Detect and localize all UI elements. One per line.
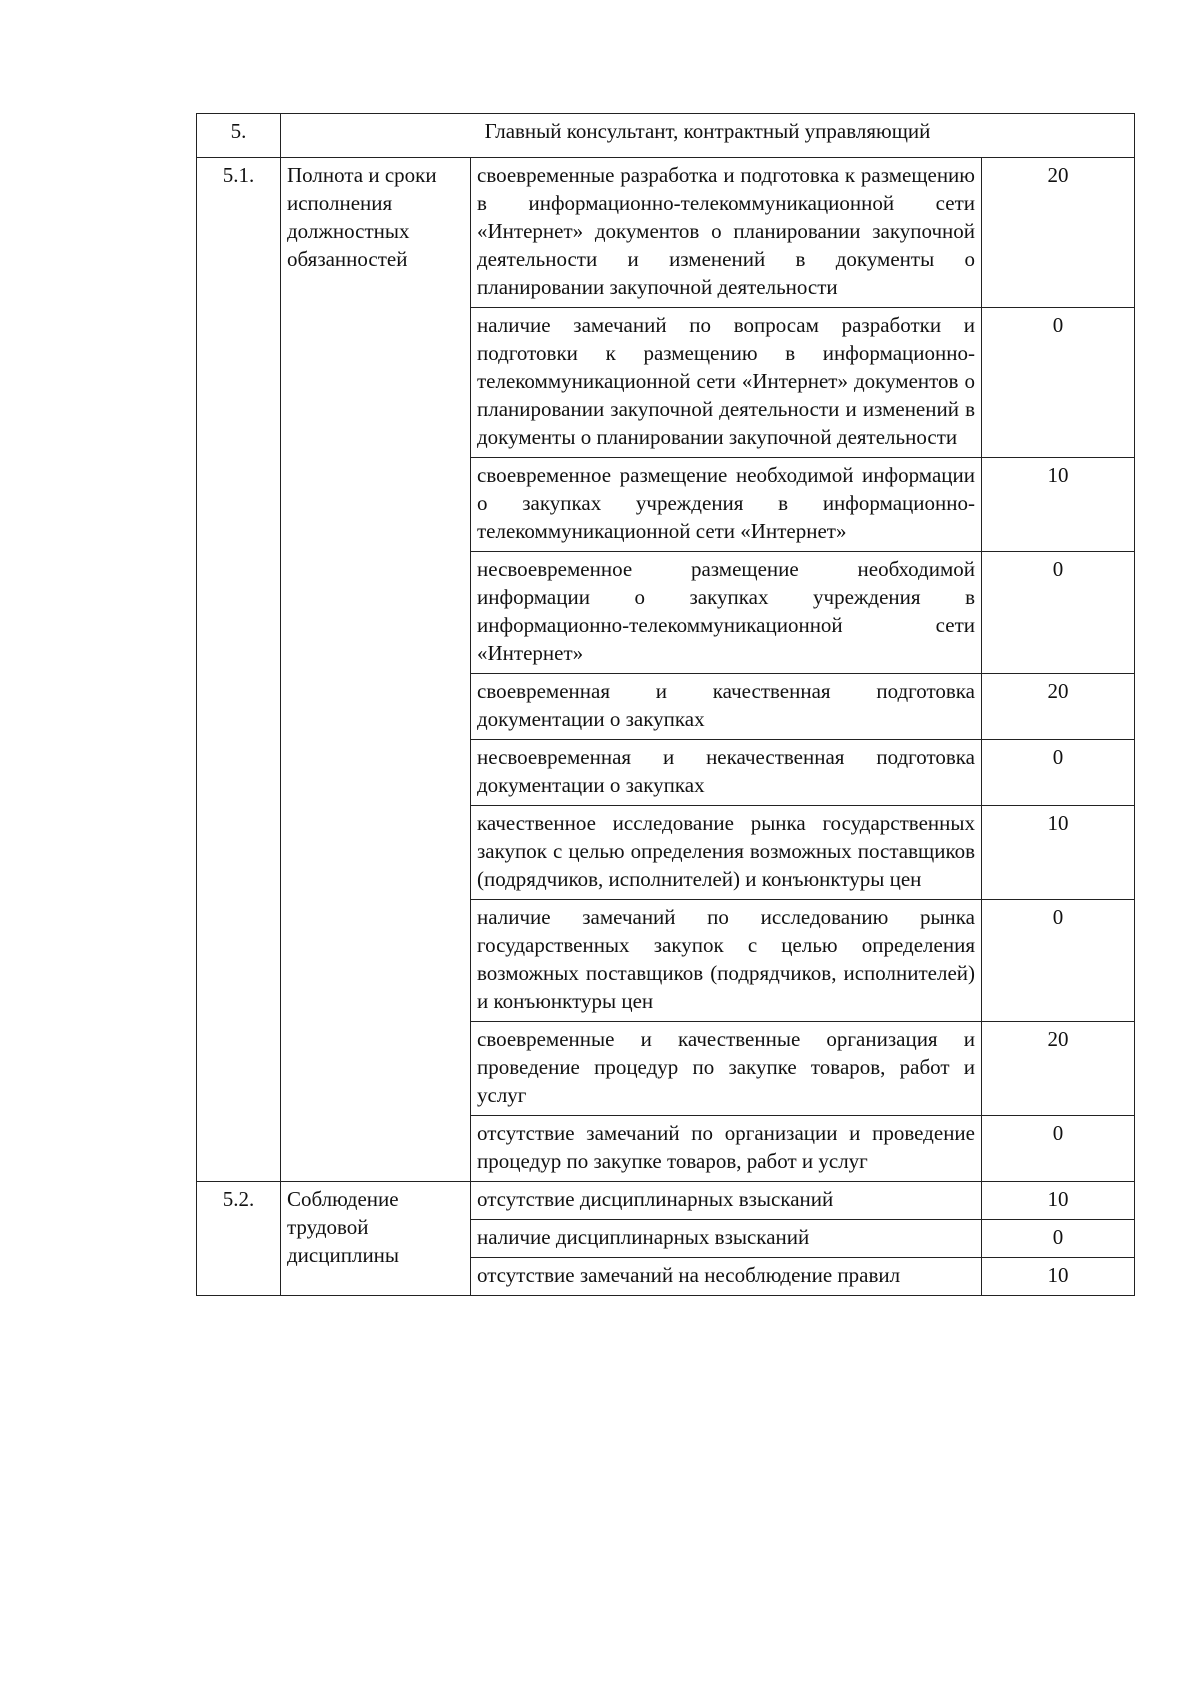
criterion-cell: своевременные разработка и подготовка к размещению в информационно-телекоммуникационной сети «Интернет» документов о планировании закупочной деятельности и изменений в документы о планировании закупочной деятельности — [471, 158, 982, 308]
criterion-cell: качественное исследование рынка государственных закупок с целью определения возможных поставщиков (подрядчиков, исполнителей) и конъюнктуры цен — [471, 806, 982, 900]
criterion-cell: несвоевременная и некачественная подготовка документации о закупках — [471, 740, 982, 806]
criteria-table — [196, 113, 1135, 1296]
score-cell: 0 — [982, 1116, 1135, 1182]
score-cell: 10 — [982, 1258, 1135, 1296]
score-cell: 0 — [982, 552, 1135, 674]
criterion-cell: наличие дисциплинарных взысканий — [471, 1220, 982, 1258]
score-cell: 20 — [982, 1022, 1135, 1116]
criterion-cell: отсутствие замечаний на несоблюдение правил — [471, 1258, 982, 1296]
group-name: Соблюдение трудовой дисциплины — [281, 1182, 471, 1296]
criterion-cell: своевременное размещение необходимой информации о закупках учреждения в информационно-телекоммуникационной сети «Интернет» — [471, 458, 982, 552]
score-cell: 10 — [982, 806, 1135, 900]
score-cell: 0 — [982, 740, 1135, 806]
score-cell: 10 — [982, 1182, 1135, 1220]
group-name: Полнота и сроки исполнения должностных обязанностей — [281, 158, 471, 1182]
criterion-cell: отсутствие дисциплинарных взысканий — [471, 1182, 982, 1220]
score-cell: 10 — [982, 458, 1135, 552]
criterion-cell: несвоевременное размещение необходимой информации о закупках учреждения в информационно-телекоммуникационной сети «Интернет» — [471, 552, 982, 674]
score-cell: 20 — [982, 158, 1135, 308]
section-header-row — [197, 114, 1135, 158]
criterion-cell: своевременные и качественные организация и проведение процедур по закупке товаров, работ и услуг — [471, 1022, 982, 1116]
criterion-cell: своевременная и качественная подготовка документации о закупках — [471, 674, 982, 740]
score-cell: 0 — [982, 900, 1135, 1022]
table-row — [197, 158, 1135, 308]
group-number: 5.1. — [197, 158, 281, 1182]
section-title: Главный консультант, контрактный управляющий — [281, 114, 1135, 158]
criterion-cell: наличие замечаний по исследованию рынка государственных закупок с целью определения возможных поставщиков (подрядчиков, исполнителей) и конъюнктуры цен — [471, 900, 982, 1022]
criterion-cell: наличие замечаний по вопросам разработки и подготовки к размещению в информационно-телекоммуникационной сети «Интернет» документов о планировании закупочной деятельности и изменений в документы о планировании закупочной деятельности — [471, 308, 982, 458]
criterion-cell: отсутствие замечаний по организации и проведение процедур по закупке товаров, работ и услуг — [471, 1116, 982, 1182]
score-cell: 20 — [982, 674, 1135, 740]
table-row — [197, 1182, 1135, 1220]
score-cell: 0 — [982, 308, 1135, 458]
section-number: 5. — [197, 114, 281, 158]
score-cell: 0 — [982, 1220, 1135, 1258]
group-number: 5.2. — [197, 1182, 281, 1296]
